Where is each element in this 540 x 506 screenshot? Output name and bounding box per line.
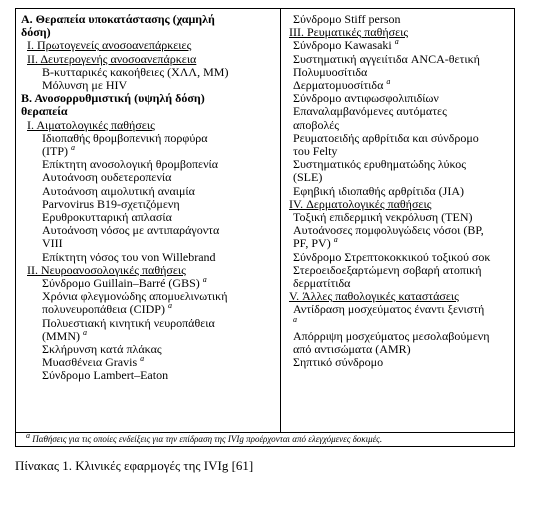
line-text: ΙΙΙ. Ρευματικές παθήσεις [289, 25, 409, 40]
line-text: Στεροειδοεξαρτώμενη σοβαρή ατοπική [293, 262, 482, 277]
line-text: Αυτοάνοση αιμολυτική αναιμία [42, 183, 195, 198]
line-text: θεραπεία [21, 104, 68, 119]
footnote-marker: a [26, 431, 30, 440]
line-text: Σηπτικό σύνδρομο [293, 355, 384, 370]
line-text: Επίκτητη ανοσολογική θρομβοπενία [42, 157, 219, 172]
line-text: Αυτοάνοση νόσος με αντιπαράγοντα [42, 223, 220, 238]
footnote-ref: a [202, 275, 207, 285]
line-text: V. Άλλες παθολογικές καταστάσεις [289, 289, 459, 304]
line-text: Σύνδρομο Stiff person [293, 12, 401, 26]
table-right-column [282, 9, 514, 446]
table-caption: Πίνακας 1. Κλινικές εφαρμογές της IVIg [61] [15, 458, 254, 473]
line-text: Σύνδρομο Guillain–Barré (GBS) [42, 276, 200, 291]
line-text: PF, PV) [293, 236, 331, 251]
line-text: (ITP) [42, 144, 68, 159]
footnote-ref: a [386, 77, 391, 87]
footnote-ref: a [167, 301, 172, 311]
line-text: Μόλυνση με HIV [42, 78, 128, 93]
list-item [21, 369, 280, 382]
footnote-ref: a [83, 327, 87, 337]
line-text: Ι. Πρωτογενείς ανοσοανεπάρκειες [27, 38, 192, 53]
line-text: Ρευματοειδής αρθρίτιδα και σύνδρομο [293, 130, 479, 145]
line-text: Πολυεστιακή κινητική νευροπάθεια [42, 315, 215, 330]
footnote-ref: a [71, 143, 75, 153]
line-text: Αυτοάνοση ουδετεροπενία [42, 170, 172, 185]
line-text: Parvovirus B19-σχετιζόμενη [42, 196, 180, 211]
line-text: Σύνδρομο Kawasaki [293, 38, 392, 53]
line-text: ΙΙ. Νευροανοσολογικές παθήσεις [27, 262, 186, 277]
line-text: του Felty [293, 144, 338, 159]
line-text: Επαναλαμβανόμενες αυτόματες [293, 104, 447, 119]
line-text: (SLE) [293, 170, 323, 185]
line-text: Συστηματική αγγειίτιδα ANCA-θετική [293, 51, 480, 66]
list-item [289, 303, 514, 316]
line-text: Επίκτητη νόσος του von Willebrand [42, 249, 216, 264]
table-left-column [16, 9, 281, 446]
line-text: Μυασθένεια Gravis [42, 355, 138, 370]
line-text: Ερυθροκυτταρική απλασία [42, 210, 172, 225]
line-text: πολυνευροπάθεια (CIDP) [42, 302, 165, 317]
line-text: δερματίτιδα [293, 276, 351, 291]
line-text: Απόρριψη μοσχεύματος μεσολαβούμενη [293, 328, 490, 343]
line-text: Πολυμυοσίτιδα [293, 64, 368, 79]
line-text: Σύνδρομο Στρεπτοκοκκικού τοξικού σοκ [293, 249, 491, 264]
line-text: IV. Δερματολογικές παθήσεις [289, 196, 432, 211]
line-text: Χρόνια φλεγμονώδης απομυελινωτική [42, 289, 228, 304]
line-text: Σύνδρομο Lambert–Eaton [42, 368, 169, 383]
table-footnote [16, 432, 514, 446]
line-text: Ι. Αιματολογικές παθήσεις [27, 117, 155, 132]
line-text: Σύνδρομο αντιφωσφολιπιδίων [293, 91, 439, 106]
line-text: (MMN) [42, 328, 80, 343]
line-text: Αυτοάνοσες πομφολυγώδεις νόσοι (BP, [293, 223, 484, 238]
line-text: Ιδιοπαθής θρομβοπενική πορφύρα [42, 130, 208, 145]
list-item [289, 356, 514, 369]
line-text: Α. Θεραπεία υποκατάστασης (χαμηλή [21, 12, 215, 26]
line-text: Εφηβική ιδιοπαθής αρθρίτιδα (JIA) [293, 183, 464, 198]
line-text: Τοξική επιδερμική νεκρόλυση (TEN) [293, 210, 473, 225]
footnote-ref: a [140, 354, 145, 364]
line-text: δόση) [21, 25, 51, 40]
line-text: από αντισώματα (AMR) [293, 342, 411, 357]
line-text: Συστηματικός ερυθηματώδης λύκος [293, 157, 466, 172]
line-text: Β-κυτταρικές κακοήθειες (ΧΛΛ, ΜΜ) [42, 64, 229, 79]
line-text: αποβολές [293, 117, 340, 132]
line-text: VIII [42, 236, 63, 251]
footnote-text: Παθήσεις για τις οποίες ενδείξεις για την επίδραση της IVIg προέρχονται από ελεγχόμενες δοκιμές. [32, 434, 383, 444]
line-text: Β. Ανοσορρυθμιστική (υψηλή δόση) [21, 91, 205, 106]
footnote-ref: a [394, 37, 399, 47]
clinical-applications-table [15, 8, 515, 447]
footnote-ref: a [293, 314, 297, 324]
line-text: Σκλήρυνση κατά πλάκας [42, 342, 162, 357]
line-text: Αντίδραση μοσχεύματος έναντι ξενιστή [293, 302, 485, 317]
footnote-ref: a [333, 235, 338, 245]
line-text: ΙΙ. Δευτερογενής ανοσοανεπάρκεια [27, 51, 197, 66]
list-item [289, 158, 514, 171]
line-text: Δερματομυοσίτιδα [293, 78, 384, 93]
section-heading [21, 13, 280, 26]
